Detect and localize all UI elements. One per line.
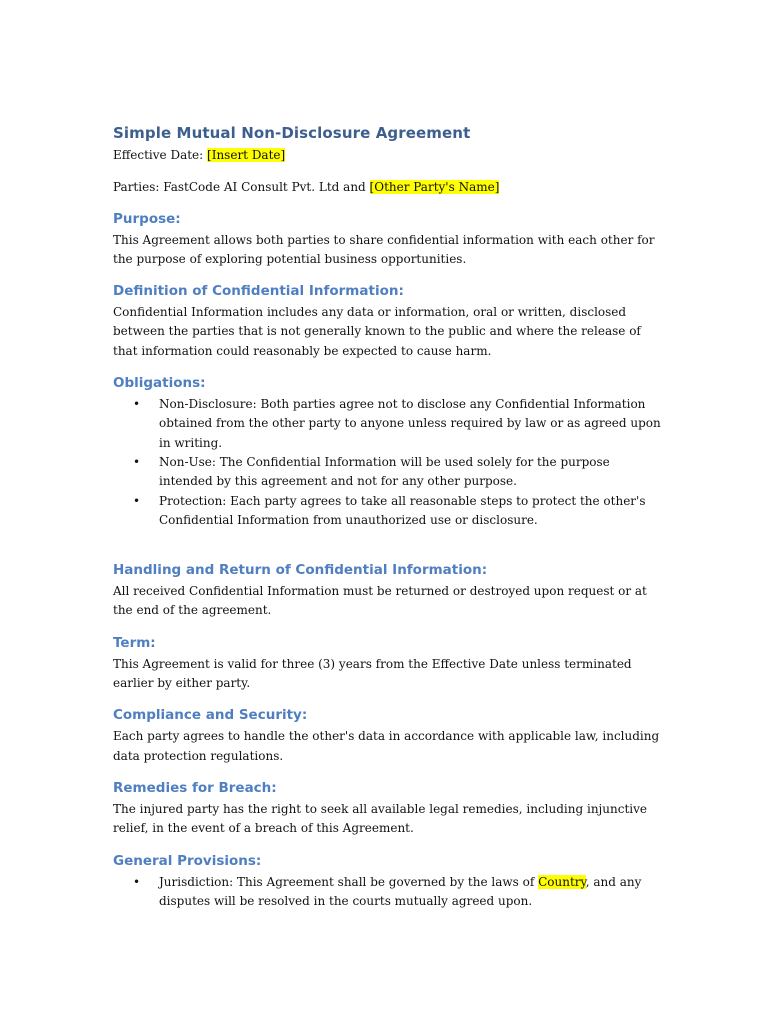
section-compliance	[113, 707, 663, 766]
bullet-icon: •	[133, 454, 141, 469]
handling-heading: Handling and Return of Confidential Information:	[113, 562, 488, 579]
term-heading: Term:	[113, 634, 156, 651]
purpose-text: This Agreement allows both parties to share confidential information with each other for the purpose of exploring potential business opportunities.	[113, 232, 655, 266]
document-title: Simple Mutual Non-Disclosure Agreement	[113, 124, 471, 142]
remedies-heading: Remedies for Breach:	[113, 779, 277, 796]
effective-date-placeholder: [Insert Date]	[207, 148, 286, 162]
section-purpose	[113, 211, 663, 270]
parties-line	[113, 178, 663, 197]
effective-date-line	[113, 146, 663, 165]
section-obligations	[113, 375, 663, 530]
parties-label: Parties: FastCode AI Consult Pvt. Ltd and	[113, 180, 370, 195]
handling-text: All received Confidential Information must be returned or destroyed upon request or at the end of the agreement.	[113, 584, 647, 618]
jurisdiction-suffix: , and any disputes will be resolved in the courts mutually agreed upon.	[159, 874, 642, 908]
compliance-heading: Compliance and Security:	[113, 707, 308, 724]
purpose-heading: Purpose:	[113, 210, 181, 227]
general-heading: General Provisions:	[113, 852, 262, 869]
obligation-item-non-use	[113, 453, 663, 492]
jurisdiction-prefix: Jurisdiction: This Agreement shall be governed by the laws of	[159, 874, 539, 889]
other-party-placeholder: [Other Party's Name]	[369, 180, 500, 195]
remedies-text: The injured party has the right to seek all available legal remedies, including injunctive relief, in the event of a breach of this Agreement.	[113, 801, 647, 836]
country-placeholder: Country	[538, 874, 586, 889]
definition-text: Confidential Information includes any data or information, oral or written, disclosed between the parties that is not generally known to the public and where the release of that information could reasonably be expected to cause harm.	[113, 305, 641, 358]
term-text: This Agreement is valid for three (3) years from the Effective Date unless terminated earlier by either party.	[113, 656, 632, 691]
obligation-text: Non-Disclosure: Both parties agree not to disclose any Confidential Information obtained from the other party to anyone unless required by law or as agreed upon in writing.	[159, 397, 661, 450]
obligations-list	[113, 395, 663, 530]
bullet-icon: •	[133, 397, 141, 412]
general-list	[113, 873, 663, 912]
obligation-text: Protection: Each party agrees to take all reasonable steps to protect the other's Confidential Information from unauthorized use or disclosure.	[159, 493, 646, 527]
obligations-heading: Obligations:	[113, 375, 206, 392]
obligation-text: Non-Use: The Confidential Information will be used solely for the purpose intended by this agreement and not for any other purpose.	[159, 454, 610, 489]
section-term	[113, 635, 663, 694]
section-general	[113, 853, 663, 912]
compliance-text: Each party agrees to handle the other's data in accordance with applicable law, including data protection regulations.	[113, 729, 660, 763]
general-item-jurisdiction	[113, 873, 663, 912]
section-handling	[113, 562, 663, 621]
effective-date-label: Effective Date:	[113, 148, 208, 162]
section-remedies	[113, 780, 663, 839]
bullet-icon: •	[133, 493, 141, 508]
section-definition	[113, 283, 663, 361]
obligation-item-protection	[113, 492, 663, 531]
bullet-icon: •	[133, 874, 141, 889]
document-body	[113, 124, 663, 925]
obligation-item-non-disclosure	[113, 395, 663, 453]
definition-heading: Definition of Confidential Information:	[113, 283, 404, 300]
